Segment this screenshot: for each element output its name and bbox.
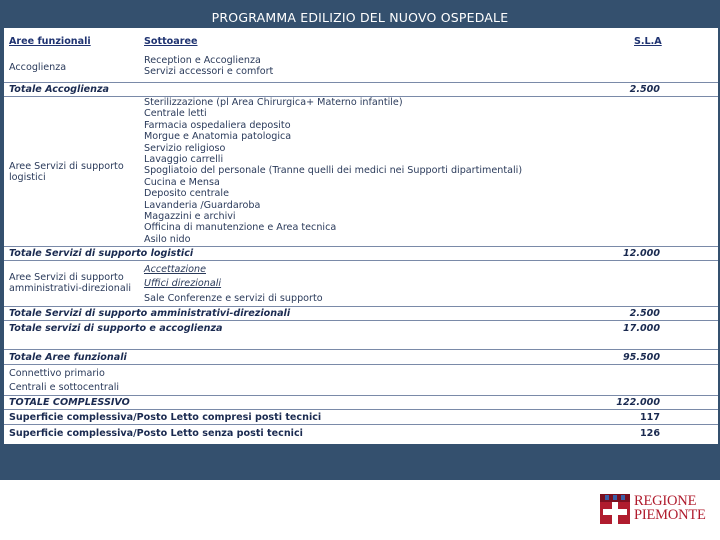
subarea-uffici: Uffici direzionali [144,278,222,289]
total-aree-value: 95.500 [622,352,660,363]
row-divider [4,364,718,365]
total-amministrativi-label: Totale Servizi di supporto amministrativi-direzionali [9,308,291,319]
subareas-accoglienza [144,55,273,78]
total-accoglienza-value: 2.500 [629,84,660,95]
regione-piemonte-logo [600,494,704,524]
piemonte-shield-icon [600,494,630,524]
total-supporto-label: Totale servizi di supporto e accoglienza [9,323,223,334]
subarea-item: Asilo nido [144,233,191,245]
total-logistici-value: 12.000 [622,248,660,259]
row-divider [4,306,718,307]
total-logistici-label: Totale Servizi di supporto logistici [9,248,194,259]
area-logistici: Aree Servizi di supporto logistici [9,161,124,184]
subarea-item: Farmacia ospedaliera deposito [144,119,291,131]
total-aree-label: Totale Aree funzionali [9,352,127,363]
subarea-item: Deposito centrale [144,188,230,200]
area-accoglienza: Accoglienza [9,62,67,73]
row-divider [4,409,718,410]
subarea-item: Magazzini e archivi [144,211,236,223]
header-subarea: Sottoaree [144,36,198,47]
subarea-item: Sterilizzazione (pl Area Chirurgica+ Materno infantile) [144,97,403,108]
subarea-item: Spogliatoio del personale (Tranne quelli dei medici nei Supporti dipartimentali) [144,165,523,177]
subarea-accettazione: Accettazione [144,264,206,275]
row-divider [4,260,718,261]
row-divider [4,82,718,83]
connettivo-primario: Connettivo primario [9,368,105,379]
row-divider [4,395,718,396]
row-divider [4,349,718,350]
subareas-logistici [144,97,522,245]
subarea-item: Servizio religioso [144,142,226,154]
header-sla: S.L.A [634,36,662,47]
subarea-item: Cucina e Mensa [144,176,220,188]
logo-line-1: REGIONE [634,493,697,509]
totale-complessivo-value: 122.000 [616,397,660,408]
subarea-item: Reception e Accoglienza [144,55,261,66]
subarea-item: Morgue e Anatomia patologica [144,131,292,143]
subarea-item: Centrale letti [144,108,207,120]
subarea-sale-conferenze: Sale Conferenze e servizi di supporto [144,293,323,304]
header-area: Aree funzionali [9,36,91,47]
subarea-item: Lavanderia /Guardaroba [144,199,261,211]
row-divider [4,246,718,247]
superficie-senza-value: 126 [639,428,660,439]
subarea-item: Officina di manutenzione e Area tecnica [144,222,337,234]
area-amministrativi: Aree Servizi di supporto amministrativi-direzionali [9,272,132,295]
superficie-compresi-value: 117 [639,412,660,423]
subarea-item: Servizi accessori e comfort [144,66,274,78]
superficie-senza-label: Superficie complessiva/Posto Letto senza posti tecnici [9,428,303,439]
total-supporto-value: 17.000 [622,323,660,334]
superficie-compresi-label: Superficie complessiva/Posto Letto compresi posti tecnici [9,412,322,423]
row-divider [4,424,718,425]
subarea-item: Lavaggio carrelli [144,154,224,166]
slide-title: PROGRAMMA EDILIZIO DEL NUOVO OSPEDALE [211,10,509,25]
totale-complessivo-label: TOTALE COMPLESSIVO [9,397,130,408]
centrali-sottocentrali: Centrali e sottocentrali [9,382,120,393]
total-amministrativi-value: 2.500 [629,308,660,319]
building-program-table [4,28,718,444]
logo-wordmark [634,494,706,522]
row-divider [4,320,718,321]
logo-line-2: PIEMONTE [634,507,706,523]
total-accoglienza-label: Totale Accoglienza [9,84,110,95]
